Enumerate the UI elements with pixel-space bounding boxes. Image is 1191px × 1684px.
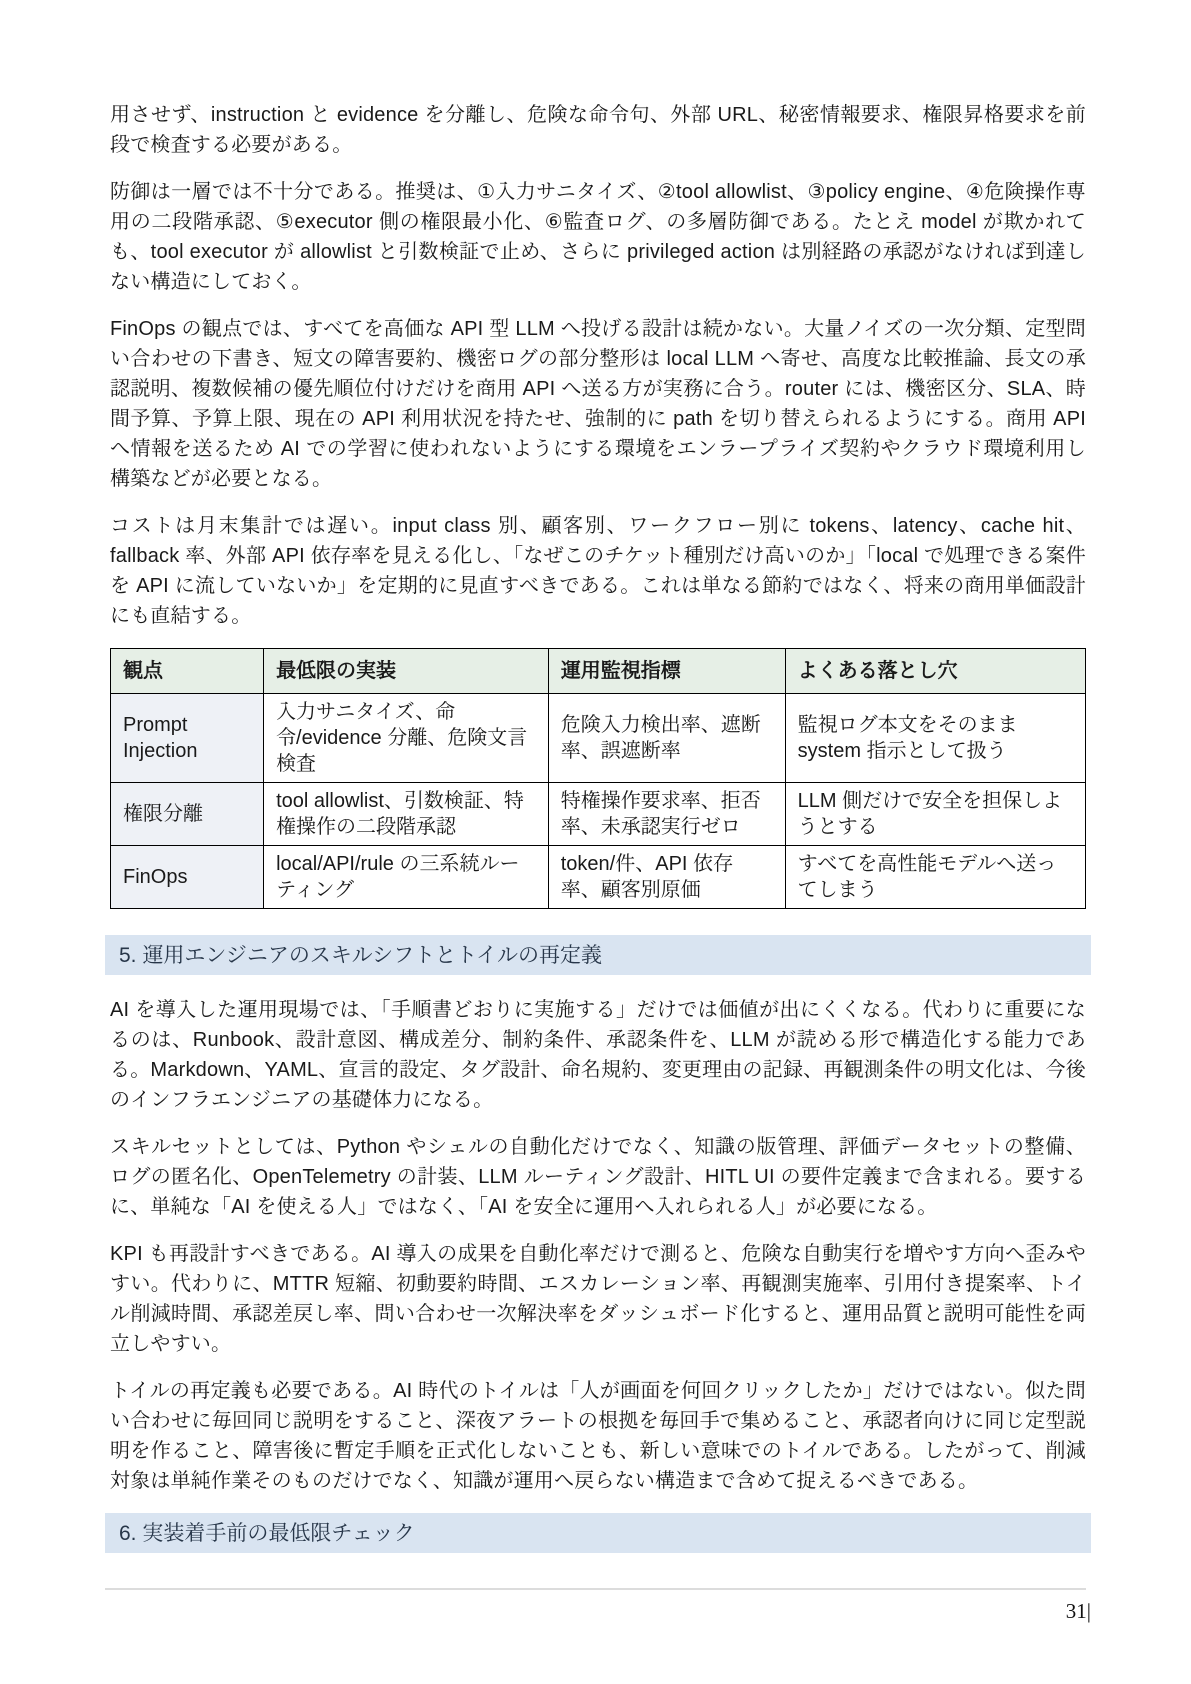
- table-cell: 危険入力検出率、遮断率、誤遮断率: [548, 694, 785, 783]
- table-cell: すべてを高性能モデルへ送ってしまう: [785, 846, 1085, 909]
- paragraph-cost-visibility: コストは月末集計では遅い。input class 別、顧客別、ワークフロー別に tokens、latency、cache hit、fallback 率、外部 API 依存率を見える化し、「なぜこのチケット種別だけ高いのか」「local で処理できる案件を API に流していないか」を定期的に見直すべきである。これは単なる節約ではなく、将来の商用単価設計にも直結する。: [110, 515, 1086, 627]
- header-common-pitfalls: よくある落とし穴: [785, 649, 1085, 694]
- paragraph-finops-routing: FinOps の観点では、すべてを高価な API 型 LLM へ投げる設計は続かない。大量ノイズの一次分類、定型問い合わせの下書き、短文の障害要約、機密ログの部分整形は local LLM へ寄せ、高度な比較推論、長文の承認説明、複数候補の優先順位付けだけを商用 API へ送る方が実務に合う。router には、機密区分、SLA、時間予算、予算上限、現在の API 利用状況を持たせ、強制的に path を切り替えられるようにする。商用 API へ情報を送るため AI での学習に使われないようにする環境をエンラープライズ契約やクラウド環境利用し構築などが必要となる。: [110, 318, 1086, 490]
- table-cell: 入力サニタイズ、命令/evidence 分離、危険文言検査: [264, 694, 549, 783]
- paragraph-prompt-inspection: 用させず、instruction と evidence を分離し、危険な命令句、外部 URL、秘密情報要求、権限昇格要求を前段で検査する必要がある。: [110, 104, 1086, 156]
- page-content: [110, 100, 1086, 1553]
- row-label: FinOps: [111, 846, 264, 909]
- table-cell: 特権操作要求率、拒否率、未承認実行ゼロ: [548, 783, 785, 846]
- section-heading-6: 6. 実装着手前の最低限チェック: [105, 1513, 1091, 1553]
- table-cell: LLM 側だけで安全を担保しようとする: [785, 783, 1085, 846]
- paragraph-defense-layers: 防御は一層では不十分である。推奨は、①入力サニタイズ、②tool allowlist、③policy engine、④危険操作専用の二段階承認、⑤executor 側の権限最小化、⑥監査ログ、の多層防御である。たとえ model が欺かれても、tool executor が allowlist と引数検証で止め、さらに privileged action は別経路の承認がなければ到達しない構造にしておく。: [110, 181, 1086, 293]
- risk-summary-table: [110, 648, 1086, 909]
- table-cell: tool allowlist、引数検証、特権操作の二段階承認: [264, 783, 549, 846]
- table-cell: token/件、API 依存率、顧客別原価: [548, 846, 785, 909]
- table-cell: local/API/rule の三系統ルーティング: [264, 846, 549, 909]
- header-minimum-implementation: 最低限の実装: [264, 649, 549, 694]
- table-row: [111, 846, 1086, 909]
- table-row: [111, 783, 1086, 846]
- paragraph-skillset: スキルセットとしては、Python やシェルの自動化だけでなく、知識の版管理、評価データセットの整備、ログの匿名化、OpenTelemetry の計装、LLM ルーティング設計、HITL UI の要件定義まで含まれる。要するに、単純な「AI を使える人」ではなく、「AI を安全に運用へ入れられる人」が必要になる。: [110, 1136, 1086, 1218]
- paragraph-skill-shift: AI を導入した運用現場では、「手順書どおりに実施する」だけでは価値が出にくくなる。代わりに重要になるのは、Runbook、設計意図、構成差分、制約条件、承認条件を、LLM が読める形で構造化する能力である。Markdown、YAML、宣言的設定、タグ設計、命名規約、変更理由の記録、再観測条件の明文化は、今後のインフラエンジニアの基礎体力になる。: [110, 999, 1086, 1111]
- row-label: Prompt Injection: [111, 694, 264, 783]
- header-monitoring-metrics: 運用監視指標: [548, 649, 785, 694]
- table-cell: 監視ログ本文をそのまま system 指示として扱う: [785, 694, 1085, 783]
- header-viewpoint: 観点: [111, 649, 264, 694]
- footer-divider: [105, 1588, 1086, 1590]
- section-heading-5: 5. 運用エンジニアのスキルシフトとトイルの再定義: [105, 935, 1091, 975]
- row-label: 権限分離: [111, 783, 264, 846]
- table-header-row: [111, 649, 1086, 694]
- paragraph-kpi-redesign: KPI も再設計すべきである。AI 導入の成果を自動化率だけで測ると、危険な自動実行を増やす方向へ歪みやすい。代わりに、MTTR 短縮、初動要約時間、エスカレーション率、再観測実施率、引用付き提案率、トイル削減時間、承認差戻し率、問い合わせ一次解決率をダッシュボード化すると、運用品質と説明可能性を両立しやすい。: [110, 1243, 1086, 1355]
- paragraph-toil-redefinition: トイルの再定義も必要である。AI 時代のトイルは「人が画面を何回クリックしたか」だけではない。似た問い合わせに毎回同じ説明をすること、深夜アラートの根拠を毎回手で集めること、承認者向けに同じ定型説明を作ること、障害後に暫定手順を正式化しないことも、新しい意味でのトイルである。したがって、削減対象は単純作業そのものだけでなく、知識が運用へ戻らない構造まで含めて捉えるべきである。: [110, 1380, 1086, 1492]
- table-row: [111, 694, 1086, 783]
- page-number: 31|: [1065, 1599, 1091, 1623]
